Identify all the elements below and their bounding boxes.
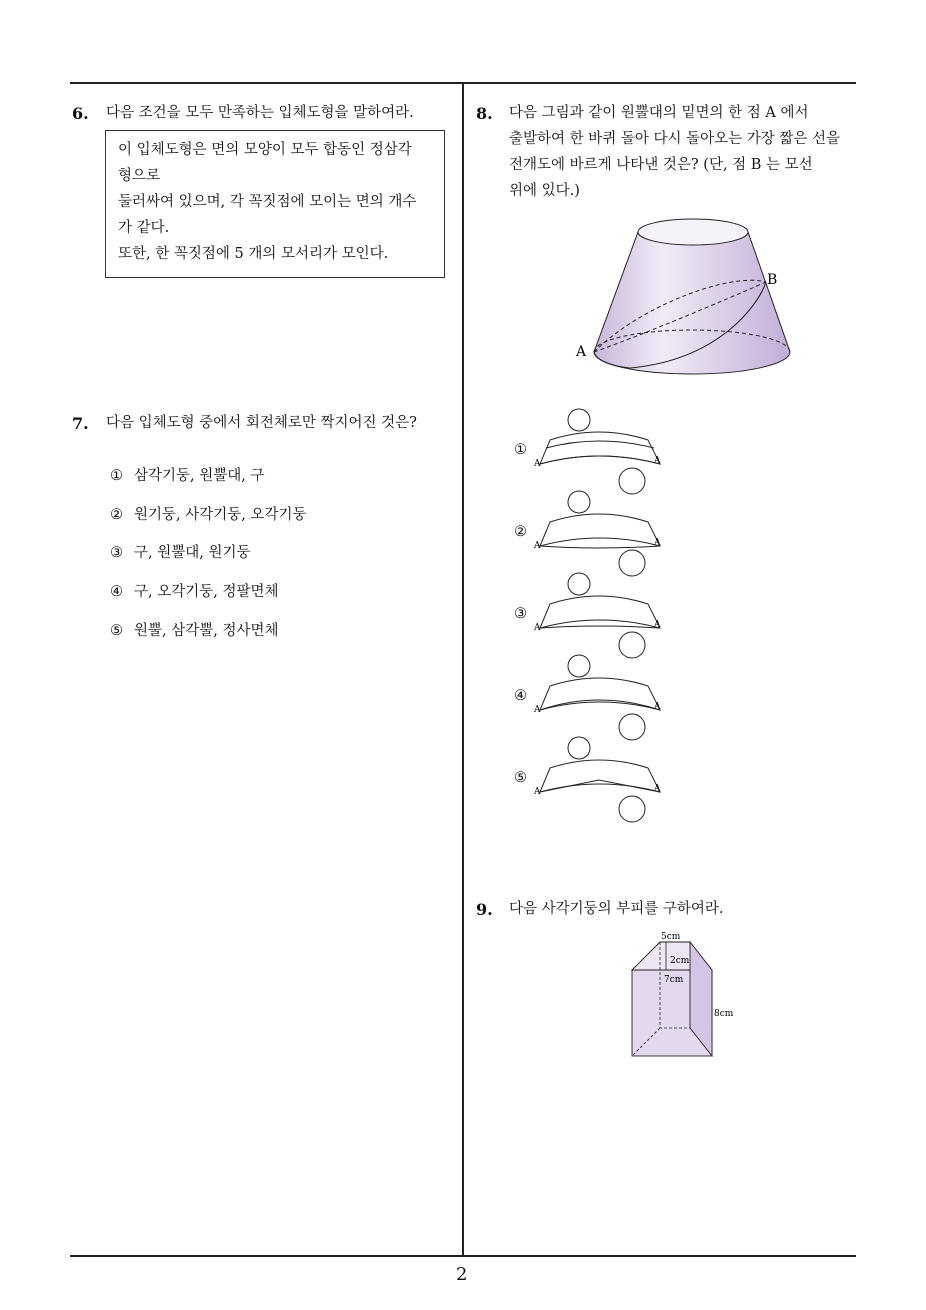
point-a-label: A (576, 344, 587, 360)
bottom-rule (70, 1255, 856, 1257)
net-label-a-left: A (534, 705, 541, 715)
q6-conditions-box (105, 130, 445, 278)
q8-choice-2-number[interactable]: ② (514, 524, 527, 540)
dim-bottom-label: 7cm (664, 975, 684, 985)
q9-prism-figure (626, 928, 746, 1060)
q8-prompt-line: 위에 있다.) (509, 183, 580, 199)
q6-condition-line: 둘러싸여 있으며, 각 꼭짓점에 모이는 면의 개수 (118, 194, 417, 210)
q9-prompt: 다음 사각기둥의 부피를 구하여라. (509, 901, 724, 917)
q8-frustum-figure (570, 210, 810, 390)
choice-number: ① (110, 468, 123, 484)
choice-text: 삼각기둥, 원뿔대, 구 (134, 468, 265, 484)
column-divider (462, 82, 464, 1255)
q8-number: 8. (476, 104, 493, 123)
dim-height-top-label: 2cm (670, 956, 690, 966)
q6-number: 6. (72, 104, 89, 123)
net-label-a-left: A (534, 541, 541, 551)
net-label-a-left: A (534, 623, 541, 633)
net-label-a-right: A (654, 784, 661, 794)
choice-text: 구, 원뿔대, 원기둥 (134, 545, 251, 561)
net-label-a-right: A (654, 538, 661, 548)
q8-prompt-line: 다음 그림과 같이 원뿔대의 밑면의 한 점 A 에서 (509, 105, 809, 121)
choice-number: ② (110, 507, 123, 523)
q7-choice-3[interactable] (110, 541, 251, 562)
choice-text: 구, 오각기둥, 정팔면체 (134, 584, 279, 600)
choice-text: 원뿔, 삼각뿔, 정사면체 (134, 623, 279, 639)
q8-choice-4-net[interactable] (532, 654, 672, 744)
q6-prompt: 다음 조건을 모두 만족하는 입체도형을 말하여라. (106, 105, 414, 121)
q8-choice-2-net[interactable] (532, 490, 672, 580)
net-label-a-right: A (654, 620, 661, 630)
net-label-a-left: A (534, 787, 541, 797)
q6-condition-line: 이 입체도형은 면의 모양이 모두 합동인 정삼각 (118, 142, 412, 158)
dim-top-label: 5cm (661, 932, 681, 942)
q7-choice-2[interactable] (110, 503, 307, 524)
q8-choice-3-net[interactable] (532, 572, 672, 662)
q8-prompt-line: 전개도에 바르게 나타낸 것은? (단, 점 B 는 모선 (509, 157, 813, 173)
q8-choice-5-net[interactable] (532, 736, 672, 826)
q6-condition-line: 또한, 한 꼭짓점에 5 개의 모서리가 모인다. (118, 246, 389, 262)
net-label-a-right: A (654, 456, 661, 466)
q8-prompt (509, 100, 840, 204)
q8-choice-5-number[interactable]: ⑤ (514, 770, 527, 786)
choice-number: ③ (110, 545, 123, 561)
q7-number: 7. (72, 414, 89, 433)
point-b-label: B (767, 272, 778, 288)
net-label-a-right: A (654, 702, 661, 712)
dim-side-label: 8cm (714, 1009, 734, 1019)
q9-number: 9. (476, 900, 493, 919)
q6-condition-line: 가 같다. (118, 220, 170, 236)
q8-choice-1-number[interactable]: ① (514, 442, 527, 458)
q8-choice-1-net[interactable] (532, 408, 672, 498)
q6-condition-line: 형으로 (118, 168, 161, 184)
q8-choice-3-number[interactable]: ③ (514, 606, 527, 622)
net-label-a-left: A (534, 459, 541, 469)
choice-number: ⑤ (110, 623, 123, 639)
q7-choice-5[interactable] (110, 619, 279, 640)
q8-prompt-line: 출발하여 한 바퀴 돌아 다시 돌아오는 가장 짧은 선을 (509, 131, 841, 147)
q7-choice-4[interactable] (110, 580, 279, 601)
choice-number: ④ (110, 584, 123, 600)
q8-choice-4-number[interactable]: ④ (514, 688, 527, 704)
page-number: 2 (456, 1264, 468, 1285)
q7-prompt: 다음 입체도형 중에서 회전체로만 짝지어진 것은? (106, 415, 417, 431)
choice-text: 원기둥, 사각기둥, 오각기둥 (134, 507, 307, 523)
q7-choice-1[interactable] (110, 464, 265, 485)
